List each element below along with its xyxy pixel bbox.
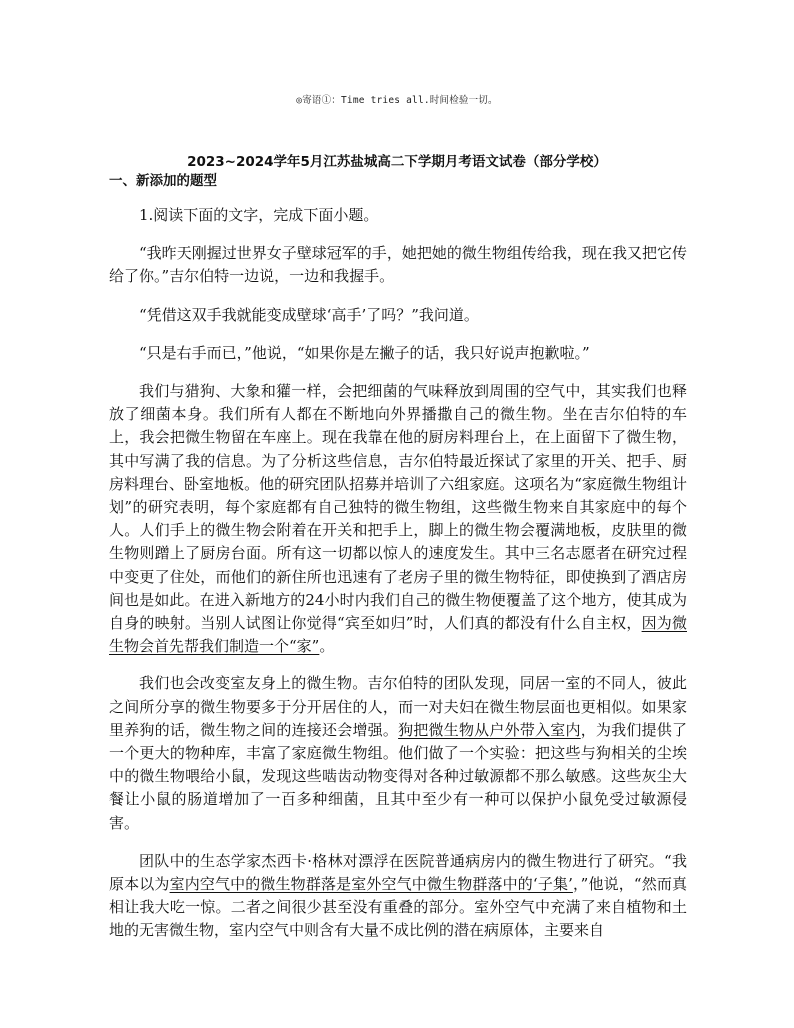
exam-title: 2023~2024学年5月江苏盐城高二下学期月考语文试卷（部分学校）: [187, 154, 607, 170]
paragraph-4: [109, 380, 687, 658]
passage-body: [109, 204, 687, 958]
header-motto: ◎寄语①：Time tries all.时间检验一切。: [296, 95, 498, 106]
paragraph-6-text-a: 团队中的生态学家杰西卡·格林对漂浮在医院普通病房内的微生物进行了研究。“我原本以为: [109, 851, 687, 894]
paragraph-5-text-a: 我们也会改变室友身上的微生物。吉尔伯特的团队发现，同居一室的不同人，彼此之间所分享的微生物要多于分开居住的人，而一对夫妇在微生物层面也更相似。如果家里养狗的话，微生物之间的连接还会增强。: [109, 674, 687, 739]
underlined-phrase-subset: 室内空气中的微生物群落是室外空气中微生物群落中的‘子集’: [169, 875, 573, 894]
paragraph-5: [109, 672, 687, 834]
section-heading: 一、新添加的题型: [109, 173, 217, 189]
paragraph-4-text: 我们与猎狗、大象和獾一样，会把细菌的气味释放到周围的空气中，其实我们也释放了细菌本身。我们所有人都在不断地向外界播撒自己的微生物。坐在吉尔伯特的车上，我会把微生物留在车座上。现在我靠在他的厨房料理台上，在上面留下了微生物，其中写满了我的信息。为了分析这些信息，吉尔伯特最近探试了家里的开关、把手、厨房料理台、卧室地板。他的研究团队招募并培训了六组家庭。这项名为“家庭微生物组计划”的研究表明，每个家庭都有自己独特的微生物组，这些微生物来自其家庭中的每个人。人们手上的微生物会附着在开关和把手上，脚上的微生物会覆满地板，皮肤里的微生物则蹭上了厨房台面。所有这一切都以惊人的速度发生。其中三名志愿者在研究过程中变更了住处，而他们的新住所也迅速有了老房子里的微生物特征，即使换到了酒店房间也是如此。在进入新地方的24小时内我们自己的微生物便覆盖了这个地方，使其成为自身的映射。当别人试图让你觉得“宾至如归”时，人们真的都没有什么自主权，: [109, 382, 687, 633]
underlined-phrase-dog: 狗把微生物从户外带入室内: [398, 720, 581, 739]
question-instruction: 1.阅读下面的文字，完成下面小题。: [139, 206, 379, 224]
paragraph-3: “只是右手而已，”他说，“如果你是左撇子的话，我只好说声抱歉啦。”: [139, 343, 590, 362]
underlined-phrase-home: 因为微生物会首先帮我们制造一个“家”: [109, 614, 687, 656]
paragraph-1: “我昨天刚握过世界女子壁球冠军的手，她把她的微生物组传给我，现在我又把它传给了你。”吉尔伯特一边说，一边和我握手。: [109, 244, 687, 286]
paragraph-6: [109, 850, 687, 943]
paragraph-5-text-b: ，为我们提供了一个更大的物种库，丰富了家庭微生物组。他们做了一个实验：把这些与狗相关的尘埃中的微生物喂给小鼠，发现这些啮齿动物变得对各种过敏源都不那么敏感。这些灰尘大餐让小鼠的肠道增加了一百多种细菌，且其中至少有一种可以保护小鼠免受过敏源侵害。: [109, 720, 687, 832]
paragraph-2: “凭借这双手我就能变成壁球‘高手’了吗？”我问道。: [139, 305, 479, 324]
paragraph-6-text-b: ，”他说，“然而真相让我大吃一惊。二者之间很少甚至没有重叠的部分。室外空气中充满了来自植物和土地的无害微生物，室内空气中则含有大量不成比例的潜在病原体，主要来自: [109, 875, 687, 940]
paragraph-4-end: 。: [319, 637, 335, 656]
